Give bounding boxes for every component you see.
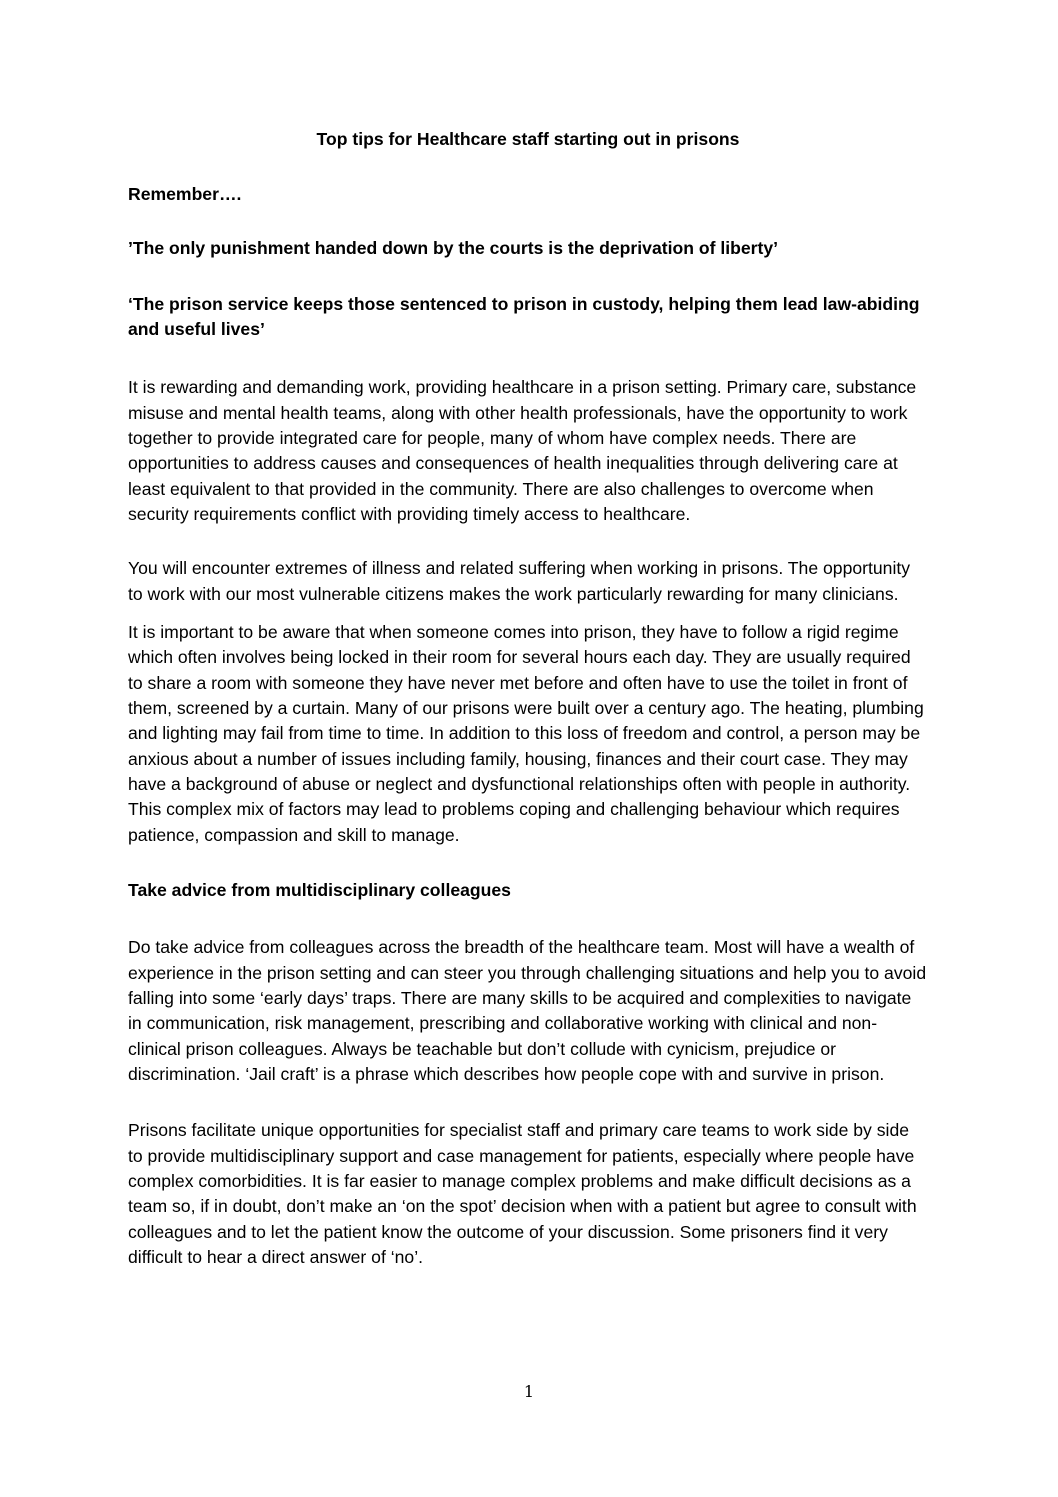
- section-heading-advice: Take advice from multidisciplinary colleagues: [128, 880, 511, 901]
- page-number: 1: [523, 1382, 535, 1401]
- quote-prison-service: ‘The prison service keeps those sentenced to prison in custody, helping them lead law-abiding and useful lives’: [128, 293, 920, 339]
- paragraph-prison-regime: It is important to be aware that when someone comes into prison, they have to follow a rigid regime which often involves being locked in their room for several hours each day. They are usually required to share a room with someone they have never met before and often have to use the toilet in front of them, screened by a curtain. Many of our prisons were built over a century ago. The heating, plumbing and lighting may fail from time to time. In addition to this loss of freedom and control, a person may be anxious about a number of issues including family, housing, finances and their court case. They may have a background of abuse or neglect and dysfunctional relationships often with people in authority. This complex mix of factors may lead to problems coping and challenging behaviour which requires patience, compassion and skill to manage.: [128, 621, 924, 845]
- paragraph-extremes: You will encounter extremes of illness and related suffering when working in prisons. The opportunity to work with our most vulnerable citizens makes the work particularly rewarding for many clinicians.: [128, 558, 911, 604]
- remember-heading: Remember….: [128, 184, 242, 204]
- quote-liberty: ’The only punishment handed down by the courts is the deprivation of liberty’: [128, 238, 779, 259]
- paragraph-multidisciplinary: Prisons facilitate unique opportunities for specialist staff and primary care teams to work side by side to provide multidisciplinary support and case management for patients, especially where people have complex comorbidities. It is far easier to manage complex problems and make difficult decisions as a team so, if in doubt, don’t make an ‘on the spot’ decision when with a patient but agree to consult with colleagues and to let the patient know the outcome of your discussion. Some prisoners find it very difficult to hear a direct answer of ‘no’.: [128, 1120, 917, 1268]
- document-body: [128, 127, 928, 1270]
- paragraph-colleague-advice: Do take advice from colleagues across the breadth of the healthcare team. Most will have a wealth of experience in the prison setting and can steer you through challenging situations and help you to avoid falling into some ‘early days’ traps. There are many skills to be acquired and complexities to navigate in communication, risk management, prescribing and collaborative working with clinical and non-clinical prison colleagues. Always be teachable but don’t collude with cynicism, prejudice or discrimination. ‘Jail craft’ is a phrase which describes how people cope with and survive in prison.: [128, 937, 927, 1085]
- document-title: Top tips for Healthcare staff starting out in prisons: [316, 129, 740, 149]
- paragraph-intro: It is rewarding and demanding work, providing healthcare in a prison setting. Primary care, substance misuse and mental health teams, along with other health professionals, have the opportunity to work together to provide integrated care for people, many of whom have complex needs. There are opportunities to address causes and consequences of health inequalities through delivering care at least equivalent to that provided in the community. There are also challenges to overcome when security requirements conflict with providing timely access to healthcare.: [128, 377, 917, 524]
